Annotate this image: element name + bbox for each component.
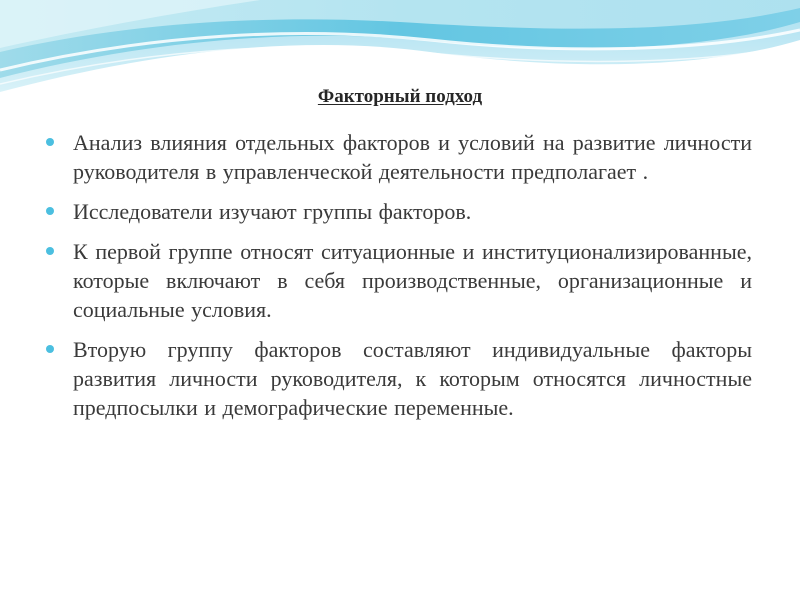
bullet-text: Исследователи изучают группы факторов. <box>73 199 472 224</box>
bullet-text: Анализ влияния отдельных факторов и условий на развитие личности руководителя в управленческой деятельности предполагает . <box>73 130 752 184</box>
bullet-dot-icon <box>46 345 54 353</box>
bullet-dot-icon <box>46 207 54 215</box>
bullet-item <box>46 128 752 186</box>
bullet-text: Вторую группу факторов составляют индивидуальные факторы развития личности руководителя, к которым относятся личностные предпосылки и демографические переменные. <box>73 337 752 420</box>
bullet-text: К первой группе относят ситуационные и институционализированные, которые включают в себя производственные, организационные и социальные условия. <box>73 239 752 322</box>
bullet-item <box>46 237 752 324</box>
bullet-dot-icon <box>46 138 54 146</box>
bullet-item <box>46 335 752 422</box>
slide-title: Факторный подход <box>317 86 483 107</box>
bullet-dot-icon <box>46 247 54 255</box>
bullet-item <box>46 197 752 226</box>
bullet-list <box>46 128 752 433</box>
